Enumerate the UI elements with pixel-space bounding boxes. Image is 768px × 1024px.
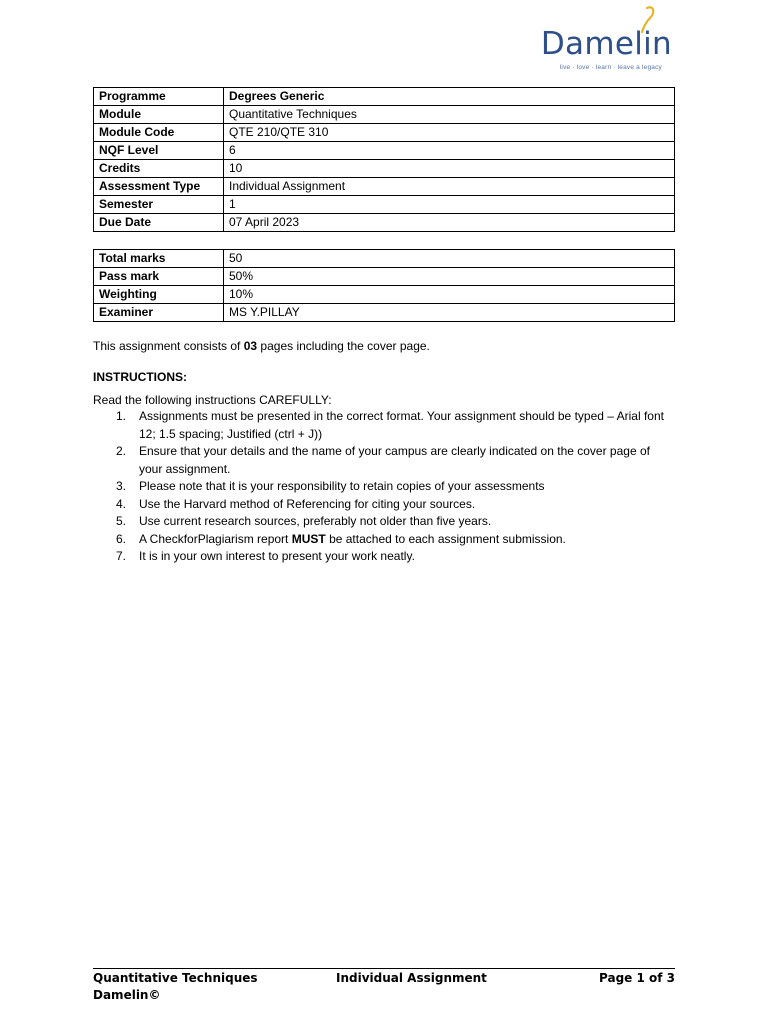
details-row: [94, 142, 675, 160]
field-value: 10%: [224, 286, 675, 304]
footer-module: Quantitative Techniques: [93, 971, 258, 985]
marks-row: [94, 286, 675, 304]
instruction-text-after: be attached to each assignment submission.: [325, 531, 566, 546]
marks-row: [94, 268, 675, 286]
intro-after: pages including the cover page.: [257, 339, 430, 353]
field-value: 6: [224, 142, 675, 160]
instruction-item: [93, 496, 675, 514]
field-value: 50%: [224, 268, 675, 286]
details-row: [94, 106, 675, 124]
footer-divider: [93, 968, 675, 969]
page-count: 03: [243, 339, 258, 353]
field-label: Assessment Type: [94, 178, 224, 196]
module-details-table: [93, 87, 675, 232]
instruction-text-before: A CheckforPlagiarism report: [139, 531, 292, 546]
field-label: Module Code: [94, 124, 224, 142]
field-value: QTE 210/QTE 310: [224, 124, 675, 142]
details-row: [94, 214, 675, 232]
instruction-number: 3.: [116, 479, 127, 493]
instruction-item: [93, 408, 675, 443]
marks-row: [94, 250, 675, 268]
field-label: Pass mark: [94, 268, 224, 286]
field-label: Credits: [94, 160, 224, 178]
field-value: Degrees Generic: [224, 88, 675, 106]
instruction-item: [93, 531, 675, 549]
field-label: Semester: [94, 196, 224, 214]
field-value: 1: [224, 196, 675, 214]
field-value: 10: [224, 160, 675, 178]
instruction-number: 1.: [116, 409, 127, 423]
field-value: 07 April 2023: [224, 214, 675, 232]
field-label: Weighting: [94, 286, 224, 304]
instruction-text: Please note that it is your responsibility to retain copies of your assessments: [139, 479, 545, 493]
marks-row: [94, 304, 675, 322]
field-value: 50: [224, 250, 675, 268]
instruction-text: Use current research sources, preferably not older than five years.: [139, 514, 492, 528]
instruction-number: 2.: [116, 444, 127, 458]
details-row: [94, 196, 675, 214]
logo-wordmark: Damelin: [540, 26, 672, 62]
logo-tagline: live · love · learn · leave a legacy: [559, 64, 662, 71]
damelin-logo: [532, 6, 672, 70]
instruction-item: [93, 548, 675, 566]
details-row: [94, 124, 675, 142]
intro-before: This assignment consists of: [93, 339, 244, 353]
instruction-text: Ensure that your details and the name of your campus are clearly indicated on the cover page of your assignment.: [139, 444, 650, 476]
field-label: Programme: [94, 88, 224, 106]
page-count-note: [93, 339, 430, 353]
instruction-text-bold: MUST: [291, 531, 326, 546]
field-value: Quantitative Techniques: [224, 106, 675, 124]
instruction-number: 6.: [116, 531, 127, 546]
details-row: [94, 160, 675, 178]
footer-page-number: Page 1 of 3: [599, 971, 675, 985]
instruction-text: Use the Harvard method of Referencing for citing your sources.: [139, 496, 476, 511]
field-label: Total marks: [94, 250, 224, 268]
field-label: Module: [94, 106, 224, 124]
instruction-number: 5.: [116, 514, 127, 528]
instruction-text: Assignments must be presented in the correct format. Your assignment should be typed – Arial font 12; 1.5 spacing; Justified (ctrl + J)): [139, 409, 664, 441]
details-row: [94, 88, 675, 106]
instruction-item: [93, 478, 675, 496]
instructions-list: [93, 408, 675, 566]
instruction-item: [93, 513, 675, 531]
footer-assessment: Individual Assignment: [336, 971, 487, 985]
instruction-number: 4.: [116, 496, 127, 511]
details-row: [94, 178, 675, 196]
field-value: MS Y.PILLAY: [224, 304, 675, 322]
field-label: Due Date: [94, 214, 224, 232]
instruction-item: [93, 443, 675, 478]
instruction-text: It is in your own interest to present your work neatly.: [139, 549, 415, 563]
marks-table: [93, 249, 675, 322]
instructions-lead: Read the following instructions CAREFULLY:: [93, 393, 332, 407]
instructions-heading: INSTRUCTIONS:: [93, 370, 187, 384]
footer-copyright: Damelin©: [93, 988, 161, 1002]
field-label: NQF Level: [94, 142, 224, 160]
field-label: Examiner: [94, 304, 224, 322]
field-value: Individual Assignment: [224, 178, 675, 196]
instruction-number: 7.: [116, 549, 127, 563]
